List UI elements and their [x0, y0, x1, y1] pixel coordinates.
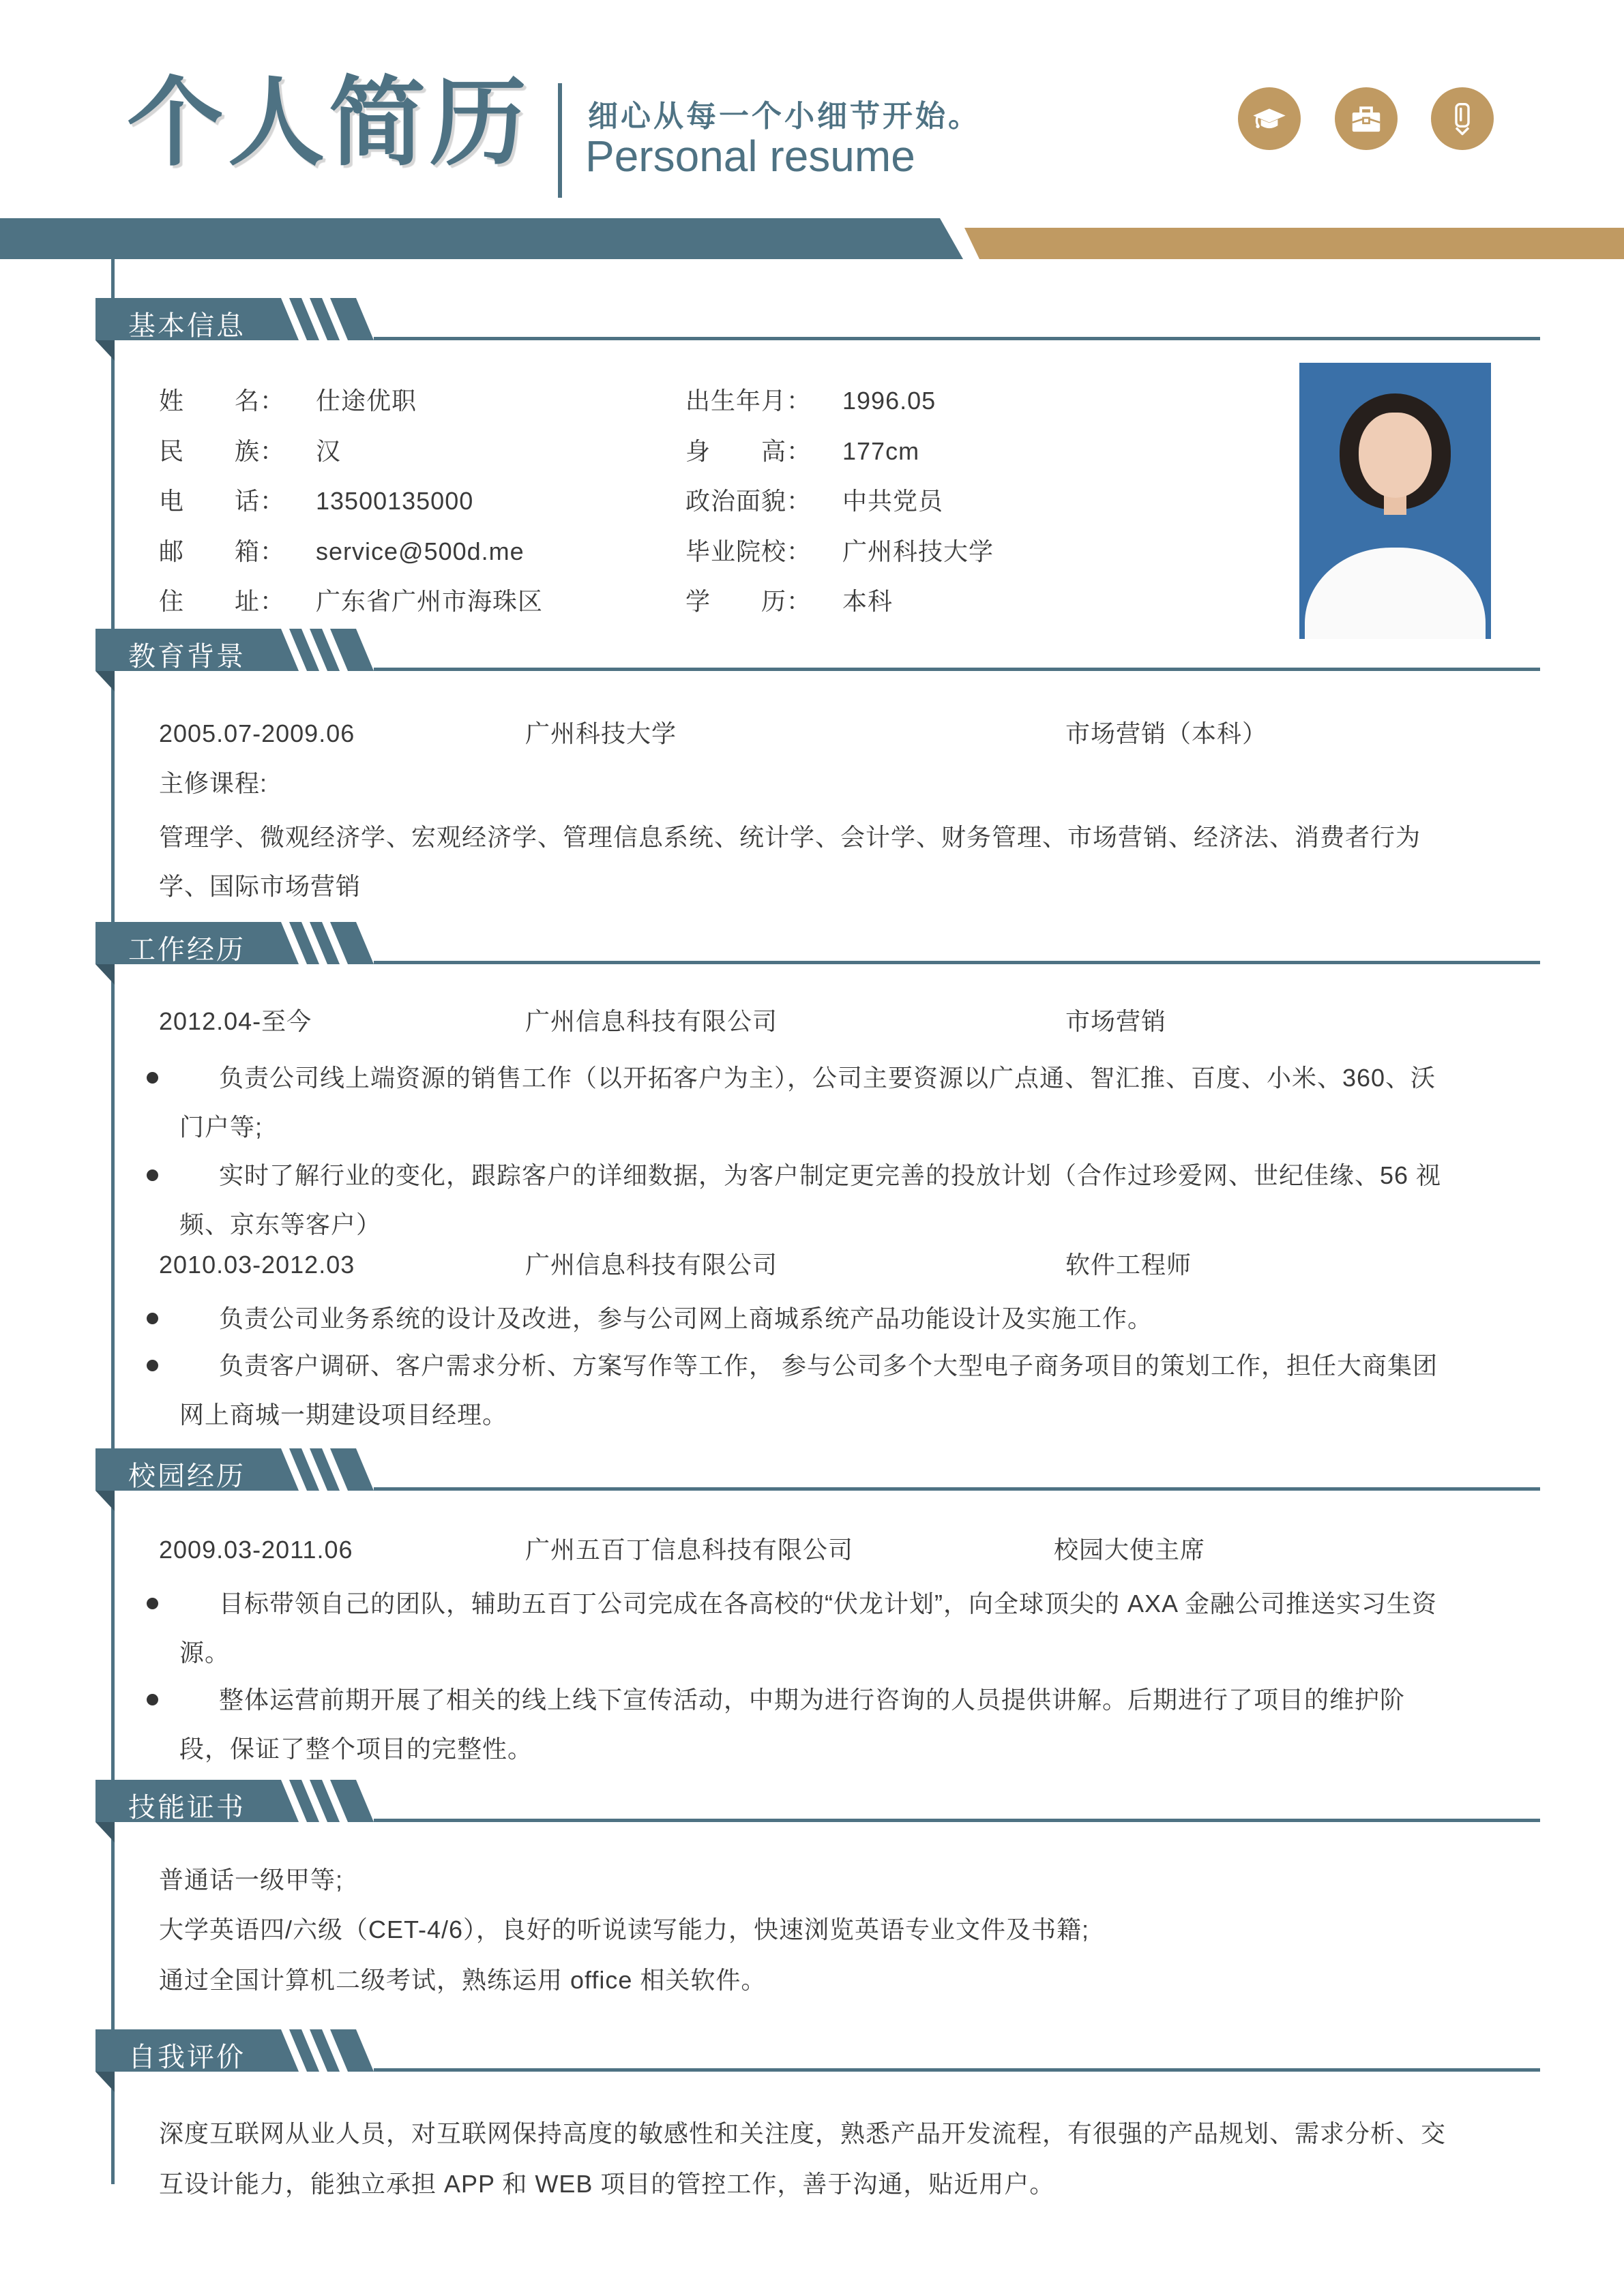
info-label: 毕业院校： [685, 537, 812, 565]
section-title: 工作经历 [128, 935, 246, 965]
bullet-icon [147, 1072, 158, 1084]
campus-bullet [179, 1579, 1455, 1678]
info-label: 住 址： [159, 587, 286, 615]
pen-icon [1431, 87, 1494, 150]
info-row-ethnicity [159, 434, 341, 468]
header-divider [558, 83, 562, 198]
section-title: 校园经历 [128, 1461, 246, 1491]
work-bullet [179, 1054, 1455, 1152]
section-banner-campus [95, 1448, 1540, 1491]
education-entry-header [159, 716, 1537, 751]
info-value: 汉 [316, 437, 342, 465]
info-value: 中共党员 [842, 487, 944, 515]
photo-shirt [1305, 548, 1485, 639]
entry-period: 2005.07-2009.06 [159, 719, 355, 747]
bullet-icon [147, 1598, 158, 1609]
header-tagline-en: Personal resume [585, 132, 915, 181]
bullet-icon [147, 1169, 158, 1181]
banner-shape [95, 298, 396, 340]
banner-shape [95, 2029, 396, 2072]
info-row-height [685, 434, 919, 468]
banner-shape [95, 1448, 396, 1491]
skill-item: 普通话一级甲等; [159, 1866, 344, 1894]
courses-text: 管理学、微观经济学、宏观经济学、管理信息系统、统计学、会计学、财务管理、市场营销、经济法、消费者行为学、国际市场营销 [159, 823, 1421, 900]
left-vertical-rule [111, 254, 115, 2184]
courses-label: 主修课程: [159, 769, 268, 797]
info-value: 广东省广州市海珠区 [316, 587, 544, 615]
section-fold [95, 1491, 115, 1511]
info-row-email [159, 535, 525, 569]
photo-face [1359, 413, 1432, 498]
section-banner-skills [95, 1780, 1540, 1822]
section-rule [374, 1819, 1540, 1822]
header-band-teal [0, 218, 969, 259]
header-band-gold [958, 228, 1624, 259]
entry-company: 广州信息科技有限公司 [525, 1007, 778, 1035]
section-rule [374, 668, 1540, 671]
info-label: 学 历： [685, 587, 812, 615]
banner-shape [95, 629, 396, 671]
info-value: 13500135000 [316, 487, 474, 515]
section-banner-work [95, 922, 1540, 964]
info-value: 177cm [842, 437, 920, 465]
section-banner-education [95, 629, 1540, 671]
entry-major: 市场营销（本科） [1065, 719, 1268, 747]
entry-role: 校园大使主席 [1054, 1536, 1206, 1564]
info-row-birth [685, 384, 936, 418]
info-row-college [685, 535, 994, 569]
info-label: 民 族： [159, 437, 286, 465]
work-bullet [179, 1294, 1455, 1343]
work-entry-header [159, 1247, 1537, 1283]
briefcase-icon [1335, 87, 1398, 150]
section-fold [95, 671, 115, 691]
section-title: 教育背景 [128, 642, 246, 672]
bullet-text: 负责公司线上端资源的销售工作（以开拓客户为主），公司主要资源以广点通、智汇推、百度、小米、360、沃门户等; [179, 1064, 1436, 1141]
info-row-name [159, 384, 417, 418]
info-value: 仕途优职 [316, 387, 417, 415]
bullet-icon [147, 1360, 158, 1371]
campus-bullet [179, 1675, 1455, 1774]
section-banner-evaluation [95, 2029, 1540, 2072]
work-bullet [179, 1341, 1455, 1440]
skill-item: 大学英语四/六级（CET-4/6），良好的听说读写能力，快速浏览英语专业文件及书籍; [159, 1915, 1090, 1943]
skill-item: 通过全国计算机二级考试，熟练运用 office 相关软件。 [159, 1966, 767, 1994]
info-label: 出生年月： [685, 387, 812, 415]
entry-period: 2010.03-2012.03 [159, 1251, 355, 1279]
bullet-text: 整体运营前期开展了相关的线上线下宣传活动，中期为进行咨询的人员提供讲解。后期进行了项目的维护阶段，保证了整个项目的完整性。 [179, 1686, 1406, 1763]
entry-period: 2012.04-至今 [159, 1007, 312, 1035]
info-value: 广州科技大学 [842, 537, 994, 565]
section-title: 技能证书 [128, 1793, 246, 1823]
section-fold [95, 2072, 115, 2092]
entry-period: 2009.03-2011.06 [159, 1536, 353, 1564]
entry-role: 软件工程师 [1065, 1251, 1192, 1279]
banner-shape [95, 922, 396, 964]
info-row-political [685, 484, 943, 518]
banner-shape [95, 1780, 396, 1822]
info-row-degree [685, 584, 893, 618]
entry-company: 广州五百丁信息科技有限公司 [525, 1536, 854, 1564]
evaluation-text: 深度互联网从业人员，对互联网保持高度的敏感性和关注度，熟悉产品开发流程，有很强的产品规划、需求分析、交互设计能力，能独立承担 APP 和 WEB 项目的管控工作，善于沟通，贴近用户。 [159, 2119, 1447, 2198]
info-value: 本科 [842, 587, 894, 615]
info-row-phone [159, 484, 473, 518]
info-label: 姓 名： [159, 387, 286, 415]
section-title: 基本信息 [128, 311, 246, 341]
info-value: service@500d.me [316, 537, 525, 565]
section-rule [374, 961, 1540, 964]
section-rule [374, 2068, 1540, 2072]
info-row-address [159, 584, 543, 618]
section-banner-basic-info [95, 298, 1540, 340]
section-title: 自我评价 [128, 2042, 246, 2072]
page-title: 个人简历 [127, 69, 531, 177]
campus-entry-header [159, 1532, 1537, 1568]
info-value: 1996.05 [842, 387, 936, 415]
info-label: 政治面貌： [685, 487, 812, 515]
bullet-text: 实时了解行业的变化，跟踪客户的详细数据，为客户制定更完善的投放计划（合作过珍爱网、世纪佳缘、56 视频、京东等客户） [179, 1161, 1442, 1238]
entry-role: 市场营销 [1065, 1007, 1167, 1035]
graduation-cap-icon [1238, 87, 1301, 150]
entry-school: 广州科技大学 [525, 719, 677, 747]
bullet-text: 负责客户调研、客户需求分析、方案写作等工作， 参与公司多个大型电子商务项目的策划工作，担任大商集团网上商城一期建设项目经理。 [179, 1352, 1438, 1429]
info-label: 电 话： [159, 487, 286, 515]
bullet-text: 负责公司业务系统的设计及改进，参与公司网上商城系统产品功能设计及实施工作。 [219, 1304, 1153, 1332]
bullet-text: 目标带领自己的团队，辅助五百丁公司完成在各高校的“伏龙计划”，向全球顶尖的 AXA 金融公司推送实习生资源。 [179, 1590, 1438, 1667]
bullet-icon [147, 1694, 158, 1705]
header-tagline-zh: 细心从每一个小细节开始。 [588, 100, 981, 133]
section-rule [374, 337, 1540, 340]
section-fold [95, 340, 115, 361]
info-label: 身 高： [685, 437, 812, 465]
bullet-icon [147, 1313, 158, 1324]
work-entry-header [159, 1004, 1537, 1039]
entry-company: 广州信息科技有限公司 [525, 1251, 778, 1279]
id-photo [1299, 363, 1491, 639]
section-rule [374, 1487, 1540, 1491]
section-fold [95, 1822, 115, 1843]
section-fold [95, 964, 115, 985]
work-bullet [179, 1151, 1455, 1249]
info-label: 邮 箱： [159, 537, 286, 565]
